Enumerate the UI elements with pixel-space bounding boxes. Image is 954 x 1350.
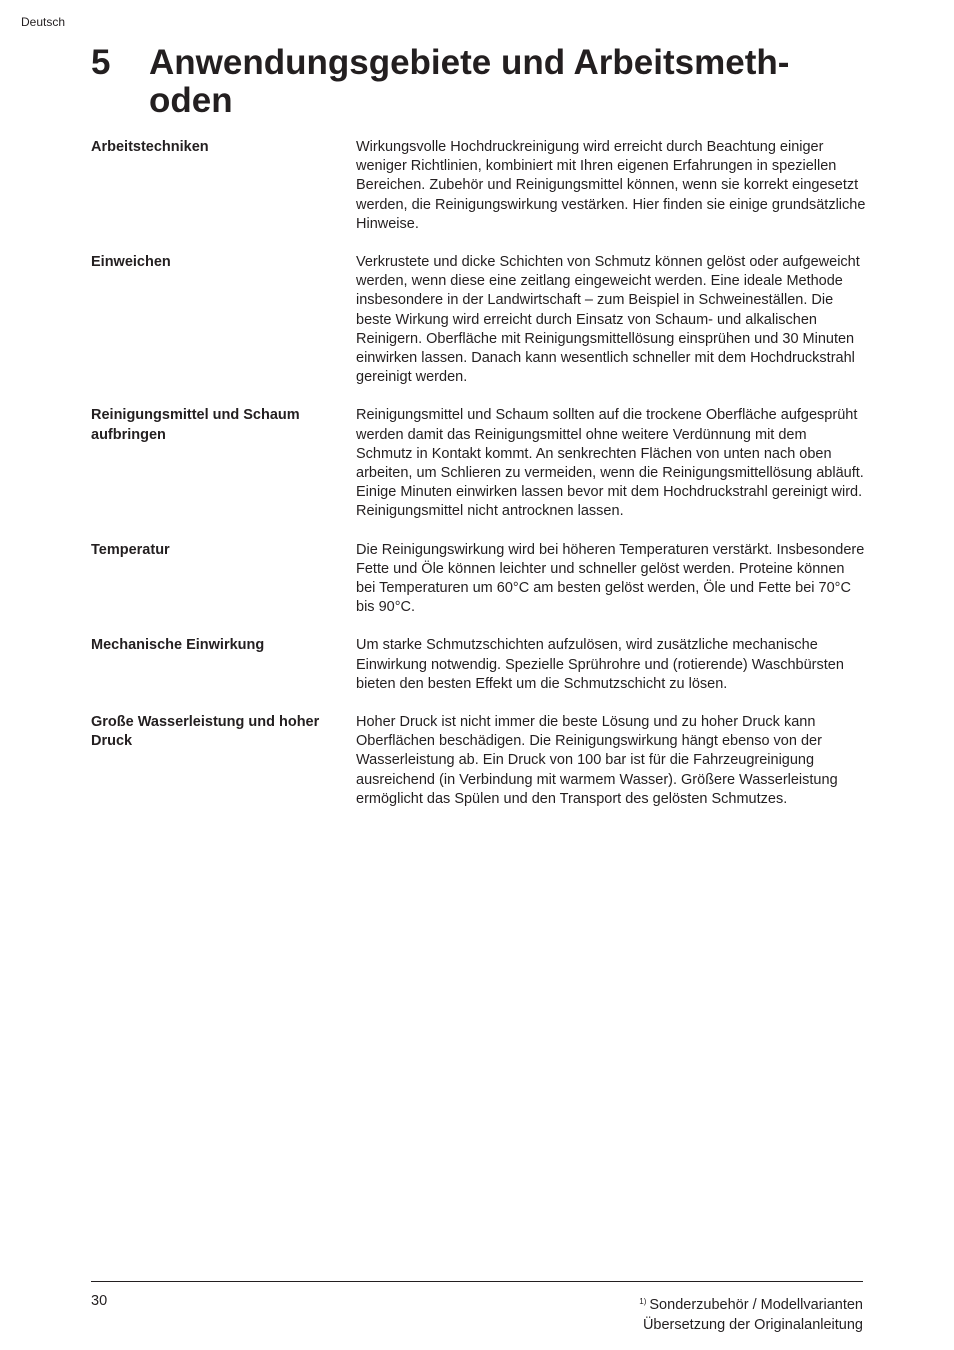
- chapter-title-line-1: Anwendungsgebiete und Arbeitsmeth-: [149, 43, 790, 82]
- footnote-marker: 1): [639, 1297, 647, 1306]
- chapter-title: [149, 44, 891, 120]
- section-label: Temperatur: [91, 541, 170, 558]
- section-text: Verkrustete und dicke Schichten von Schmutz können gelöst oder aufgeweicht werden, wenn diese eine zeitlang eingeweicht werden. Eine ideale Methode insbesondere in der Landwirtschaft – zum Beispiel in Schweineställen. Die beste Wirkung wird erreicht durch Einsatz von Schaum- und alkalischen Reinigern. Oberfläche mit Reinigungsmittellösung einsprühen und 30 Minuten einwirken lassen. Danach kann wesentlich schneller mit dem Hochdruckstrahl gereinigt werden.: [356, 254, 860, 386]
- section-text: Die Reinigungswirkung wird bei höheren Temperaturen verstärkt. Insbesondere Fette und Öle können leichter und schneller gelöst werden. Proteine können bei Temperaturen um 60°C am besten gelöst werden, Öle und Fette bei 70°C bis 90°C.: [356, 541, 865, 616]
- section-temperatur: [91, 541, 866, 618]
- page-number: 30: [91, 1293, 108, 1309]
- section-text: Um starke Schmutzschichten aufzulösen, wird zusätzliche mechanische Einwirkung notwendig. Spezielle Sprührohre und (rotierende) Waschbürsten bieten den besten Effekt um die Schmutzschicht zu lösen.: [356, 637, 844, 692]
- chapter-heading: [91, 44, 891, 120]
- section-einweichen: [91, 253, 866, 387]
- section-text: Wirkungsvolle Hochdruckreinigung wird erreicht durch Beachtung einiger weniger Richtlinien, kombiniert mit Ihren eigenen Erfahrungen in speziellen Bereichen. Zubehör und Reinigungsmittel können, wenn sie korrekt eingesetzt werden, die Reinigungswirkung vestärken. Hier finden sie einige grundsätzliche Hinweise.: [356, 139, 866, 232]
- footer-notes: [639, 1292, 863, 1335]
- section-text: Reinigungsmittel und Schaum sollten auf die trockene Oberfläche aufgesprüht werden damit das Reinigungsmittel ohne weitere Verdünnung mit dem Schmutz in Kontakt kommt. An senkrechten Flächen von unten nach oben arbeiten, um Schlieren zu vermeiden, wenn die Reinigungsmittellösung abläuft. Einige Minuten einwirken lassen bevor mit dem Hochdruckstrahl gereinigt wird. Reinigungsmittel nicht antrocknen lassen.: [356, 407, 864, 520]
- section-wasserleistung-druck: [91, 713, 866, 809]
- language-label: Deutsch: [21, 15, 66, 29]
- section-label: Reinigungsmittel und Schaum aufbringen: [91, 407, 300, 443]
- footer-note-accessories-text: Sonderzubehör / Modellvarianten: [649, 1297, 863, 1313]
- footer-note-translation: Übersetzung der Originalanleitung: [642, 1316, 863, 1333]
- footer-note-accessories: [639, 1292, 863, 1316]
- section-label: Große Wasserleistung und hoher Druck: [91, 714, 320, 750]
- chapter-number: 5: [91, 43, 111, 82]
- section-arbeitstechniken: [91, 138, 866, 234]
- section-label: Mechanische Einwirkung: [91, 637, 265, 654]
- section-text: Hoher Druck ist nicht immer die beste Lösung und zu hoher Druck kann Oberflächen beschädigen. Die Reinigungswirkung hängt ebenso von der Wasserleistung ab. Ein Druck von 100 bar ist für die Fahrzeugreinigung ausreichend (in Verbindung mit warmem Wasser). Größere Wasserleistung ermöglicht das Spülen und den Transport des gelösten Schmutzes.: [356, 714, 838, 807]
- chapter-title-line-2: oden: [149, 81, 233, 120]
- section-label: Einweichen: [91, 254, 171, 271]
- section-reinigungsmittel: [91, 406, 866, 521]
- section-mechanische-einwirkung: [91, 636, 866, 694]
- footer-divider: [91, 1281, 863, 1282]
- section-label: Arbeitstechniken: [91, 139, 209, 155]
- content-sections: [91, 138, 866, 828]
